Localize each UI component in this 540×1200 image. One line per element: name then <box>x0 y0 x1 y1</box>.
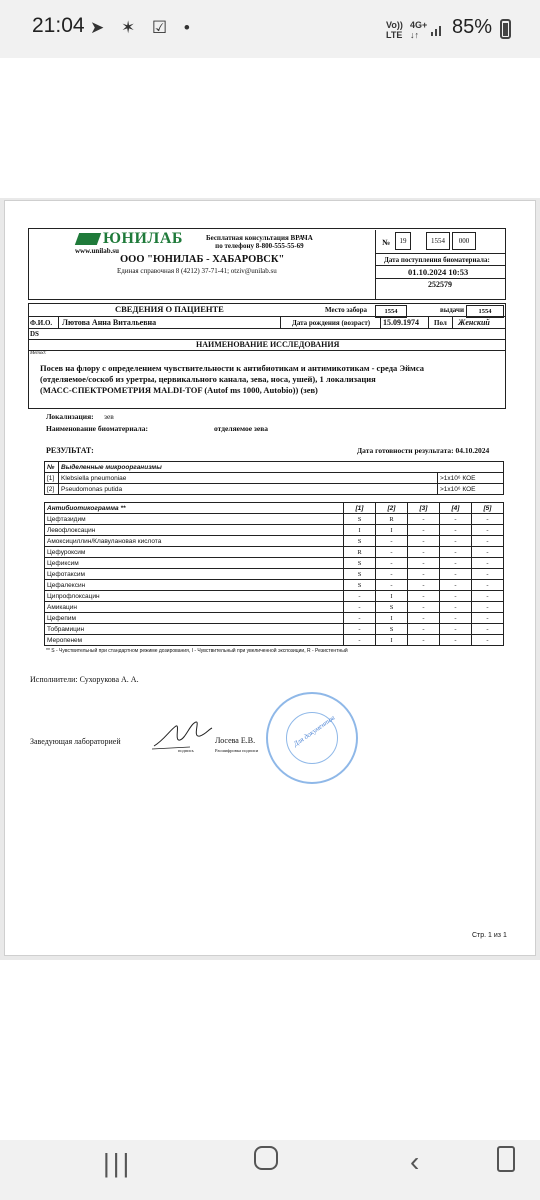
biomaterial-label: Наименование биоматериала: <box>46 424 148 433</box>
viewer-background <box>0 960 540 1140</box>
sensitivity-cell: - <box>344 613 376 624</box>
arrival-date: 01.10.2024 10:53 <box>408 267 469 277</box>
sensitivity-cell: - <box>408 558 440 569</box>
table-row <box>45 591 504 602</box>
issued-value: 1554 <box>466 305 504 318</box>
sensitivity-cell: - <box>472 514 504 525</box>
sensitivity-cell: S <box>376 624 408 635</box>
executors: Исполнители: Сухорукова А. А. <box>30 675 139 684</box>
recent-apps-icon[interactable]: ||| <box>103 1148 133 1178</box>
study-name <box>40 363 500 396</box>
antibiogram-table <box>44 502 504 646</box>
arrival-label: Дата поступления биоматериала: <box>384 256 490 264</box>
sensitivity-cell: - <box>472 613 504 624</box>
signal-icon <box>430 22 444 36</box>
dob-label: Дата рождения (возраст) <box>292 319 371 327</box>
antibiotic-name: Тобрамицин <box>45 624 344 635</box>
method-label: Метод: <box>30 351 47 356</box>
logo-text: ЮНИЛАБ <box>103 230 183 247</box>
number-label: № <box>382 238 391 247</box>
abx-col-header: [1] <box>344 503 376 514</box>
sensitivity-cell: - <box>472 635 504 646</box>
consult-line-1: Бесплатная консультация ВРАЧА <box>206 234 313 242</box>
sensitivity-cell: - <box>408 525 440 536</box>
head-name: Лосева Е.В. <box>215 736 256 745</box>
sensitivity-cell: I <box>376 613 408 624</box>
table-row <box>45 484 504 495</box>
frame-left <box>28 303 29 408</box>
table-row <box>45 536 504 547</box>
page-number: Стр. 1 из 1 <box>472 932 507 939</box>
status-time: 21:04 <box>32 14 85 37</box>
row-line <box>28 350 506 351</box>
table-row <box>45 624 504 635</box>
antibiotic-name: Цефтазидим <box>45 514 344 525</box>
sensitivity-cell: - <box>408 613 440 624</box>
consultation-text <box>206 234 313 250</box>
sensitivity-cell: - <box>472 591 504 602</box>
micro-count: >1х10⁶ КОЕ <box>438 484 504 495</box>
study-line-3: (МАСС-СПЕКТРОМЕТРИЯ MALDI-TOF (Autof ms 1000, Autobio)) (зев) <box>40 385 318 395</box>
ready-date: Дата готовности результата: 04.10.2024 <box>357 446 490 455</box>
network-4g-icon: 4G+ ↓↑ <box>410 20 428 40</box>
stamp-text: Для документов <box>292 713 337 749</box>
sensitivity-cell: S <box>344 514 376 525</box>
consult-line-2: по телефону 8-800-555-55-69 <box>215 242 304 250</box>
antibiogram-body <box>45 514 504 646</box>
row-line <box>28 408 506 409</box>
sensitivity-cell: - <box>440 547 472 558</box>
row-line <box>28 316 506 317</box>
sensitivity-cell: - <box>440 635 472 646</box>
cell-divider <box>452 316 453 328</box>
number-part-1: 19 <box>395 232 411 250</box>
table-row <box>45 558 504 569</box>
table-header-row <box>45 462 504 473</box>
micro-name: Klebsiella pneumoniae <box>59 473 438 484</box>
site-url: www.unilab.su <box>75 247 119 255</box>
keyboard-icon[interactable] <box>497 1146 515 1172</box>
antibiotic-name: Цефотаксим <box>45 569 344 580</box>
micro-count: >1х10⁶ КОЕ <box>438 473 504 484</box>
abx-header: Антибиотикограмма ** <box>45 503 344 514</box>
sensitivity-cell: - <box>440 591 472 602</box>
sensitivity-cell: - <box>344 624 376 635</box>
sensitivity-cell: - <box>408 569 440 580</box>
header-divider <box>375 265 505 266</box>
head-of-lab-label: Заведующая лабораторией <box>30 737 121 746</box>
sensitivity-cell: - <box>472 602 504 613</box>
microorganisms-table <box>44 461 504 495</box>
antibiotic-name: Амоксициллин/Клавулановая кислота <box>45 536 344 547</box>
frame-right <box>505 303 506 408</box>
notification-icons: ➤ ✶ ☑ • <box>90 18 196 37</box>
antibiotic-name: Левофлоксацин <box>45 525 344 536</box>
ds-label: DS <box>30 330 39 338</box>
sensitivity-cell: - <box>440 525 472 536</box>
row-line <box>28 328 506 329</box>
sensitivity-cell: - <box>440 569 472 580</box>
sensitivity-cell: - <box>440 536 472 547</box>
issued-label: выдачи <box>440 306 464 314</box>
battery-icon <box>500 19 511 39</box>
sensitivity-cell: S <box>344 558 376 569</box>
sensitivity-cell: S <box>376 602 408 613</box>
number-part-3: 000 <box>452 232 476 250</box>
localization-value: зев <box>104 412 114 421</box>
sensitivity-cell: - <box>472 547 504 558</box>
table-row <box>45 635 504 646</box>
abx-col-header: [2] <box>376 503 408 514</box>
sensitivity-cell: - <box>376 536 408 547</box>
cell-divider <box>428 316 429 328</box>
patient-section-title: СВЕДЕНИЯ О ПАЦИЕНТЕ <box>115 304 224 314</box>
sensitivity-cell: I <box>376 591 408 602</box>
cell-divider <box>58 316 59 328</box>
sensitivity-cell: - <box>408 624 440 635</box>
sensitivity-cell: R <box>376 514 408 525</box>
place-value: 1554 <box>375 305 407 318</box>
sensitivity-cell: - <box>408 602 440 613</box>
antibiotic-name: Цефуроксим <box>45 547 344 558</box>
home-icon[interactable] <box>254 1146 278 1170</box>
sensitivity-cell: - <box>408 635 440 646</box>
name-label: Ф.И.О. <box>30 319 53 327</box>
study-line-2: (отделяемое/соскоб из уретры, цервикального канала, зева, носа, ушей), 1 локализация <box>40 374 376 384</box>
sensitivity-cell: - <box>408 580 440 591</box>
antibiotic-name: Ципрофлоксацин <box>45 591 344 602</box>
sensitivity-cell: S <box>344 536 376 547</box>
sensitivity-cell: - <box>440 514 472 525</box>
micro-name: Pseudomonas putida <box>59 484 438 495</box>
research-title: НАИМЕНОВАНИЕ ИССЛЕДОВАНИЯ <box>196 340 340 349</box>
table-row <box>45 569 504 580</box>
sensitivity-cell: I <box>344 525 376 536</box>
antibiotic-name: Амикацин <box>45 602 344 613</box>
sensitivity-cell: - <box>376 580 408 591</box>
table-row <box>45 580 504 591</box>
header-divider <box>375 278 505 279</box>
sensitivity-cell: - <box>408 514 440 525</box>
sensitivity-cell: - <box>344 591 376 602</box>
micro-name-header: Выделенные микроорганизмы <box>59 462 504 473</box>
table-row <box>45 547 504 558</box>
table-row <box>45 514 504 525</box>
sensitivity-cell: S <box>344 569 376 580</box>
abx-col-header: [5] <box>472 503 504 514</box>
legend-note: ** S - Чувствительный при стандартном режиме дозирования, I - Чувствительный при увеличенной экспозиции, R - Резистентный <box>46 648 348 654</box>
patient-name: Лютова Анна Витальевна <box>62 318 157 327</box>
status-bar <box>0 0 540 58</box>
name-caption: Расшифровка подписи <box>215 748 259 753</box>
dob-value: 15.09.1974 <box>383 318 419 327</box>
sensitivity-cell: - <box>472 569 504 580</box>
org-name: ООО "ЮНИЛАБ - ХАБАРОВСК" <box>120 254 285 265</box>
number-part-2: 1554 <box>426 232 450 250</box>
sensitivity-cell: R <box>344 547 376 558</box>
cell-divider <box>280 316 281 328</box>
table-row <box>45 473 504 484</box>
sensitivity-cell: - <box>440 602 472 613</box>
viewer-background <box>0 58 540 198</box>
sensitivity-cell: - <box>472 624 504 635</box>
cell-divider <box>380 316 381 328</box>
abx-col-header: [4] <box>440 503 472 514</box>
antibiotic-name: Цефалексин <box>45 580 344 591</box>
sensitivity-cell: - <box>472 558 504 569</box>
sensitivity-cell: - <box>376 558 408 569</box>
table-row <box>45 525 504 536</box>
logo-mark-icon <box>75 233 101 245</box>
table-row <box>45 602 504 613</box>
sensitivity-cell: - <box>408 536 440 547</box>
sensitivity-cell: - <box>376 569 408 580</box>
antibiotic-name: Меропенем <box>45 635 344 646</box>
sensitivity-cell: - <box>344 602 376 613</box>
volte-icon: Vo)) LTE <box>386 20 403 40</box>
contacts: Единая справочная 8 (4212) 37-71-41; otziv@unilab.su <box>117 267 277 275</box>
sex-label: Пол <box>434 319 447 327</box>
sex-value: Женский <box>458 318 490 327</box>
place-label: Место забора <box>325 306 368 314</box>
micro-no: [1] <box>45 473 59 484</box>
sensitivity-cell: - <box>472 536 504 547</box>
sensitivity-cell: - <box>440 558 472 569</box>
sensitivity-cell: - <box>408 547 440 558</box>
sensitivity-cell: - <box>440 624 472 635</box>
sensitivity-cell: I <box>376 525 408 536</box>
sensitivity-cell: - <box>472 580 504 591</box>
study-line-1: Посев на флору с определением чувствительности к антибиотикам и антимикотикам - среда Эймса <box>40 363 424 373</box>
sensitivity-cell: - <box>376 547 408 558</box>
sensitivity-cell: - <box>440 613 472 624</box>
table-header-row <box>45 503 504 514</box>
sensitivity-cell: - <box>440 580 472 591</box>
back-icon[interactable]: ‹ <box>410 1146 420 1177</box>
header-divider <box>375 254 376 300</box>
table-row <box>45 613 504 624</box>
sample-number: 252579 <box>428 280 452 289</box>
sensitivity-cell: - <box>344 635 376 646</box>
sensitivity-cell: - <box>408 591 440 602</box>
sensitivity-cell: I <box>376 635 408 646</box>
micro-no: [2] <box>45 484 59 495</box>
result-title: РЕЗУЛЬТАТ: <box>46 446 94 455</box>
micro-no-header: № <box>45 462 59 473</box>
sensitivity-cell: - <box>472 525 504 536</box>
sensitivity-cell: S <box>344 580 376 591</box>
signature-caption: подпись <box>178 748 194 753</box>
biomaterial-value: отделяемое зева <box>214 424 269 433</box>
localization-label: Локализация: <box>46 412 94 421</box>
battery-percent: 85% <box>452 16 493 38</box>
antibiotic-name: Цефепим <box>45 613 344 624</box>
antibiotic-name: Цефиксим <box>45 558 344 569</box>
row-line <box>28 303 506 304</box>
abx-col-header: [3] <box>408 503 440 514</box>
